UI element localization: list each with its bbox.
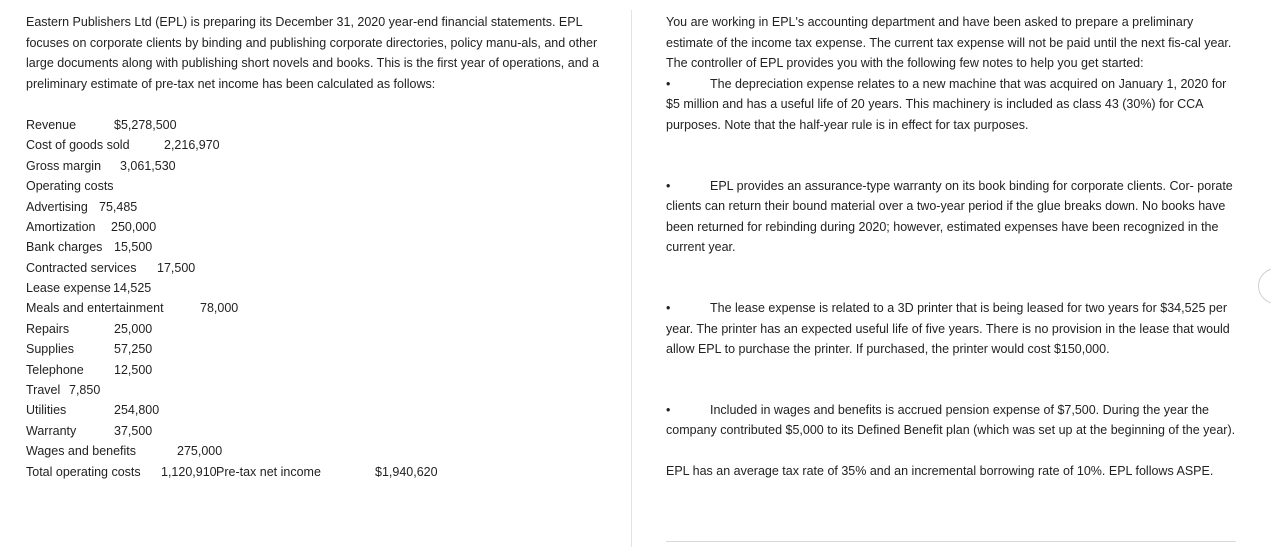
column-divider (631, 10, 632, 547)
pretax-value: $1,940,620 (375, 464, 438, 479)
lease-label: Lease expense (26, 281, 111, 296)
advertising-label: Advertising (26, 199, 88, 214)
row-contracted-services (26, 258, 616, 278)
row-operating-costs (26, 176, 616, 196)
row-amortization (26, 217, 616, 237)
cogs-value: 2,216,970 (164, 138, 220, 153)
row-gross-margin (26, 156, 616, 176)
warranty-value: 37,500 (114, 423, 153, 438)
row-revenue (26, 115, 616, 135)
row-wages (26, 441, 616, 461)
revenue-value: $5,278,500 (114, 117, 177, 132)
row-meals (26, 298, 616, 318)
note-2 (666, 176, 1241, 258)
right-intro-paragraph: You are working in EPL's accounting department and have been asked to prepare a preliminary estimate of the income tax expense. The current tax expense will not be paid until the next fis-cal year. The controller of EPL provides you with the following few notes to help you get started: (666, 15, 1232, 71)
advertising-value: 75,485 (99, 199, 138, 214)
intro-paragraph: Eastern Publishers Ltd (EPL) is preparing its December 31, 2020 year-end financial statements. EPL focuses on corporate clients by binding and publishing corporate directories, policy manu-als, and other large documents along with publishing short novels and books. This is the first year of operations, and a preliminary estimate of pre-tax net income has been calculated as follows: (26, 15, 600, 91)
gross-value: 3,061,530 (120, 158, 176, 173)
note-4 (666, 400, 1241, 441)
note-1 (666, 74, 1241, 136)
row-utilities (26, 400, 616, 420)
note-3-rest: $34,525 per year. The printer has an expected useful life of five years. There is no provision in the lease that would allow EPL to purchase the printer. If purchased, the printer would cost $150,000. (666, 300, 1230, 357)
right-column (666, 12, 1241, 482)
bank-value: 15,500 (114, 240, 153, 255)
note-2-rest: porate clients can return their bound material over a two-year period if the glue breaks down. No books have been returned for rebinding during 2020; however, estimated expenses have been recognized in the current year. (666, 178, 1233, 255)
utilities-value: 254,800 (114, 403, 160, 418)
bullet-dot: • (666, 300, 671, 315)
repairs-label: Repairs (26, 321, 70, 336)
bullet-dot: • (666, 178, 671, 193)
revenue-label: Revenue (26, 117, 77, 132)
total-value: 1,120,910 (161, 464, 217, 479)
row-repairs (26, 319, 616, 339)
note-4-rest: the company contributed $5,000 to its Defined Benefit plan (which was set up at the beginning of the year). (666, 402, 1236, 438)
supplies-value: 57,250 (114, 342, 153, 357)
total-label: Total operating costs (26, 464, 141, 479)
note-1-first: The depreciation expense relates to a new machine that was acquired on January 1, (710, 76, 1177, 91)
row-telephone (26, 360, 616, 380)
row-bank-charges (26, 237, 616, 257)
bank-label: Bank charges (26, 240, 103, 255)
contracted-value: 17,500 (157, 260, 196, 275)
meals-value: 78,000 (200, 301, 239, 316)
row-travel (26, 380, 616, 400)
warranty-label: Warranty (26, 423, 77, 438)
note-3-first: The lease expense is related to a 3D printer that is being leased for two years for (710, 300, 1157, 315)
note-4-first: Included in wages and benefits is accrued pension expense of $7,500. During the year (710, 402, 1189, 417)
row-advertising (26, 197, 616, 217)
gross-label: Gross margin (26, 158, 102, 173)
cogs-label: Cost of goods sold (26, 138, 130, 153)
meals-label: Meals and entertainment (26, 301, 164, 316)
contracted-label: Contracted services (26, 260, 137, 275)
utilities-label: Utilities (26, 403, 67, 418)
bullet-dot: • (666, 76, 671, 91)
closing-paragraph: EPL has an average tax rate of 35% and an incremental borrowing rate of 10%. EPL follows ASPE. (666, 463, 1214, 478)
supplies-label: Supplies (26, 342, 74, 357)
opcosts-label: Operating costs (26, 179, 114, 194)
telephone-label: Telephone (26, 362, 84, 377)
note-1-rest: 2020 for $5 million and has a useful life of 20 years. This machinery is included as class 43 (30%) for CCA purposes. Note that the half-year rule is in effect for tax purposes. (666, 76, 1227, 132)
bullet-dot: • (666, 402, 671, 417)
note-3 (666, 298, 1241, 360)
amortization-label: Amortization (26, 219, 96, 234)
row-total (26, 462, 616, 482)
wages-label: Wages and benefits (26, 444, 137, 459)
lease-value: 14,525 (113, 281, 152, 296)
row-warranty (26, 421, 616, 441)
page-nav-handle[interactable] (1258, 268, 1271, 304)
travel-label: Travel (26, 383, 61, 398)
amortization-value: 250,000 (111, 219, 157, 234)
repairs-value: 25,000 (114, 321, 153, 336)
bottom-rule (666, 541, 1236, 542)
telephone-value: 12,500 (114, 362, 153, 377)
row-lease-expense (26, 278, 616, 298)
left-column (26, 12, 616, 482)
pretax-label: Pre-tax net income (216, 464, 321, 479)
note-2-first: EPL provides an assurance-type warranty on its book binding for corporate clients. Cor- (710, 178, 1194, 193)
row-supplies (26, 339, 616, 359)
travel-value: 7,850 (69, 383, 101, 398)
wages-value: 275,000 (177, 444, 223, 459)
row-cogs (26, 135, 616, 155)
